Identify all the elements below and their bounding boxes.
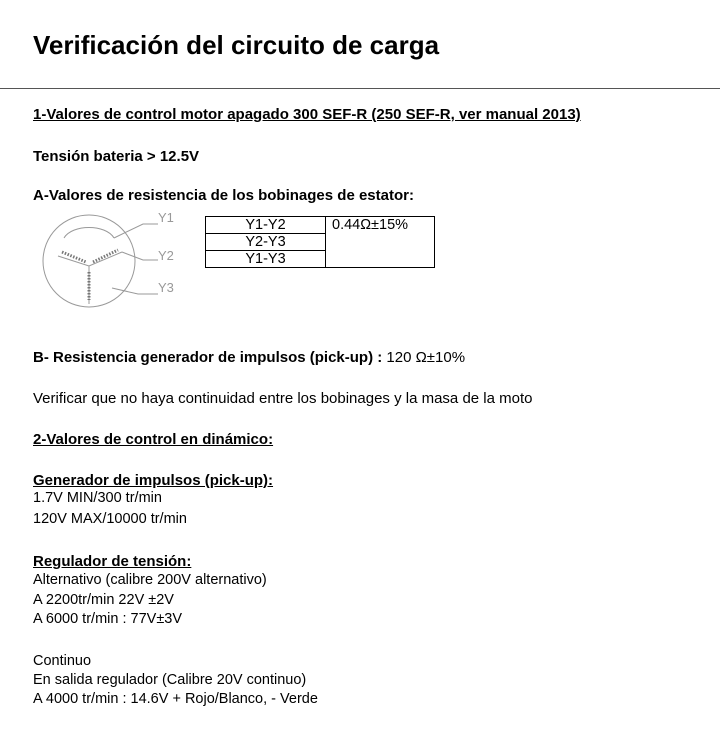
table-row [206, 217, 435, 234]
continuous-line: Continuo [33, 653, 92, 669]
diagram-label-y3: Y3 [158, 280, 174, 295]
diagram-label-y1: Y1 [158, 210, 174, 225]
resistance-table [205, 216, 435, 268]
continuous-line: A 4000 tr/min : 14.6V + Rojo/Blanco, - Verde [33, 691, 318, 707]
battery-voltage: Tensión bateria > 12.5V [33, 148, 200, 165]
table-cell-winding: Y1-Y2 [206, 217, 326, 234]
table-cell-value: 0.44Ω±15% [326, 217, 435, 268]
title-divider [0, 88, 720, 89]
table-cell-winding: Y2-Y3 [206, 234, 326, 251]
stator-winding-diagram [38, 208, 188, 318]
diagram-label-y2: Y2 [158, 248, 174, 263]
continuous-line: En salida regulador (Calibre 20V continuo) [33, 672, 307, 688]
regulator-line: A 6000 tr/min : 77V±3V [33, 611, 183, 627]
regulator-line: A 2200tr/min 22V ±2V [33, 592, 174, 608]
table-cell-winding: Y1-Y3 [206, 251, 326, 268]
section2-heading: 2-Valores de control en dinámico: [33, 431, 274, 448]
page-title: Verificación del circuito de carga [33, 30, 440, 60]
section1-heading: 1-Valores de control motor apagado 300 SEF-R (250 SEF-R, ver manual 2013) [33, 106, 581, 123]
continuity-note: Verificar que no haya continuidad entre los bobinages y la masa de la moto [33, 390, 533, 407]
pickup-resistance [33, 349, 465, 366]
pickup-resistance-value: 120 Ω±10% [382, 349, 466, 366]
regulator-heading: Regulador de tensión: [33, 553, 192, 570]
pickup-line: 120V MAX/10000 tr/min [33, 511, 187, 527]
pickup-line: 1.7V MIN/300 tr/min [33, 490, 162, 506]
regulator-line: Alternativo (calibre 200V alternativo) [33, 572, 267, 588]
pickup-generator-heading: Generador de impulsos (pick-up): [33, 472, 274, 489]
pickup-resistance-label: B- Resistencia generador de impulsos (pick-up) : [33, 349, 383, 366]
stator-resistance-heading: A-Valores de resistencia de los bobinages de estator: [33, 187, 414, 204]
